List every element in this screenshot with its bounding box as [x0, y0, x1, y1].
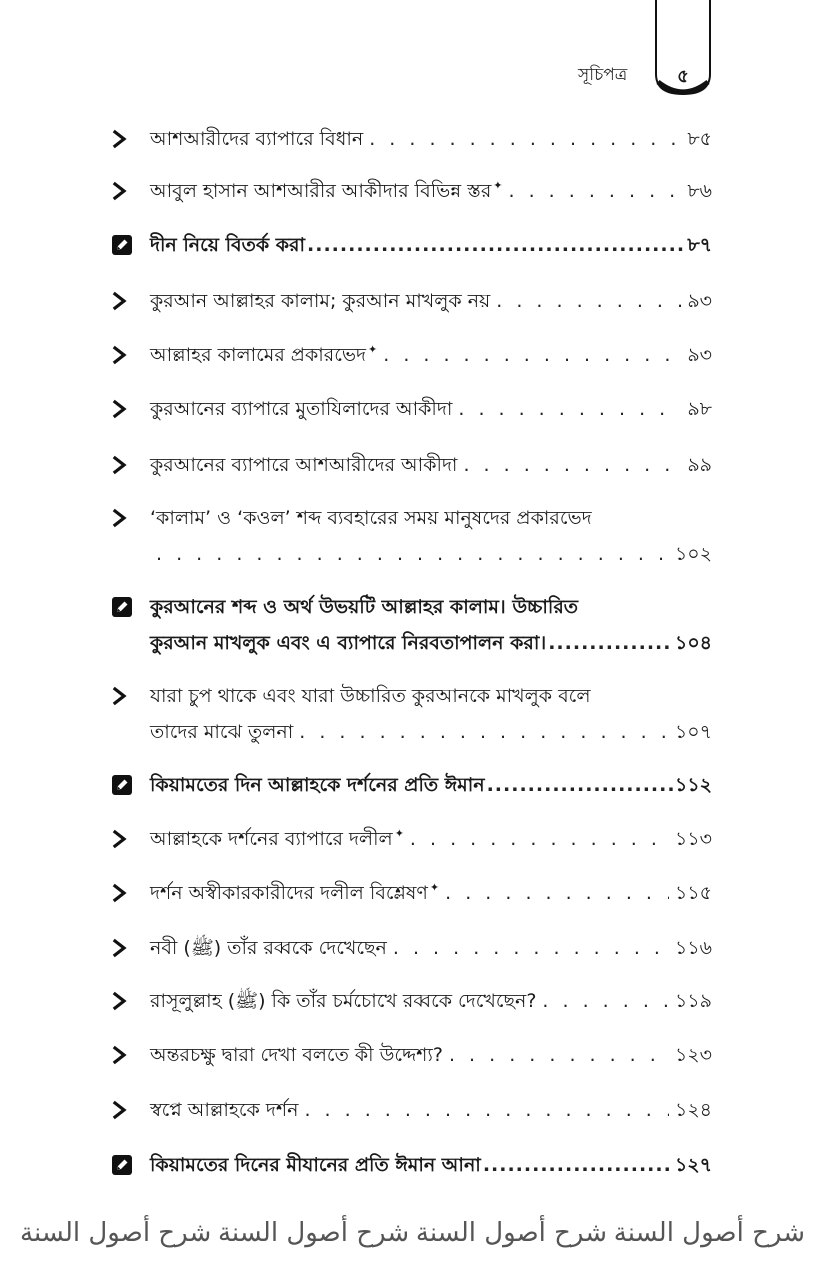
pencil-icon	[112, 775, 132, 795]
footer-ornament	[20, 1212, 805, 1254]
toc-page-number: ৯৩	[687, 344, 712, 366]
pencil-icon	[112, 1155, 132, 1175]
star-icon: ✦	[429, 881, 440, 894]
toc-page-number: ১২৭	[674, 1154, 712, 1176]
page-number: ৫	[677, 66, 689, 87]
toc-page-number: ৮৫	[687, 128, 712, 150]
leader-dots	[304, 1097, 669, 1123]
toc-page-number: ১১২	[674, 774, 712, 796]
toc-entry-title: কুরআন মাখলুক এবং এ ব্যাপারে নিরবতাপালন করা।	[150, 632, 547, 654]
leader-dots	[542, 988, 669, 1014]
chevron-right-icon	[112, 345, 132, 365]
footer-calligraphy: شرح أصول السنة	[217, 1218, 410, 1248]
toc-entry-title: কিয়ামতের দিন আল্লাহকে দর্শনের প্রতি ঈমান	[150, 774, 485, 796]
toc-entry-title: আশআরীদের ব্যাপারে বিধান	[150, 128, 364, 150]
chevron-right-icon	[112, 938, 132, 958]
chevron-right-icon	[112, 129, 132, 149]
toc-entry-title: দর্শন অস্বীকারকারীদের দলীল বিশ্লেষণ	[150, 882, 428, 904]
toc-entry-title: স্বপ্নে আল্লাহকে দর্শন	[150, 1099, 299, 1121]
toc-page-number: ১২৩	[674, 1044, 712, 1066]
toc-entry-title: অন্তরচক্ষু দ্বারা দেখা বলতে কী উদ্দেশ্য?	[150, 1044, 443, 1066]
star-icon: ✦	[368, 343, 378, 356]
toc-page-number: ১১৯	[675, 990, 712, 1012]
toc-entry-title: কুরআনের ব্যাপারে মুতাযিলাদের আকীদা	[150, 398, 453, 420]
leader-dots	[496, 288, 681, 314]
star-icon: ✦	[394, 827, 404, 840]
pencil-icon	[112, 235, 132, 255]
chevron-right-icon	[112, 829, 132, 849]
toc-entry-title-line1: যারা চুপ থাকে এবং যারা উচ্চারিত কুরআনকে মাখলুক বলে	[150, 685, 591, 707]
toc-page-number: ১১৫	[675, 882, 712, 904]
toc-entry-title: আল্লাহকে দর্শনের ব্যাপারে দলীল	[150, 828, 393, 850]
toc-entry-title-line1: ‘কালাম’ ও ‘কওল’ শব্দ ব্যবহারের সময় মানুষদের প্রকারভেদ	[150, 507, 592, 529]
leader-dots	[509, 178, 682, 204]
footer-calligraphy: شرح أصول السنة	[415, 1218, 608, 1248]
toc-page-number: ৮৭	[687, 234, 712, 256]
leader-dots	[445, 880, 669, 906]
leader-dots	[487, 772, 673, 798]
leader-dots	[458, 396, 681, 422]
chevron-right-icon	[112, 991, 132, 1011]
toc-page-number: ১০২	[674, 543, 712, 565]
star-icon: ✦	[493, 179, 503, 192]
footer-calligraphy: شرح أصول السنة	[613, 1218, 805, 1248]
chevron-right-icon	[112, 883, 132, 903]
chevron-right-icon	[112, 508, 132, 528]
toc-page-number: ১০৪	[674, 632, 712, 654]
toc-page-number: ৯৩	[687, 290, 712, 312]
toc-entry-title: আল্লাহর কালামের প্রকারভেদ	[150, 344, 367, 366]
toc-page-number: ৯৯	[687, 454, 712, 476]
leader-dots	[483, 1152, 673, 1178]
leader-dots	[548, 630, 673, 656]
chevron-right-icon	[112, 686, 132, 706]
footer-calligraphy: شرح أصول السنة	[20, 1218, 212, 1248]
chevron-right-icon	[112, 1100, 132, 1120]
chevron-right-icon	[112, 291, 132, 311]
chevron-right-icon	[112, 1045, 132, 1065]
leader-dots	[307, 232, 685, 258]
toc-entry-title-line1: কুরআনের শব্দ ও অর্থ উভয়টি আল্লাহর কালাম। উচ্চারিত	[150, 596, 579, 618]
toc-page-number: ৯৮	[687, 398, 712, 420]
chevron-right-icon	[112, 399, 132, 419]
toc-entry-title: রাসূলুল্লাহ (ﷺ) কি তাঁর চর্মচোখে রব্বকে দেখেছেন?	[150, 990, 537, 1012]
leader-dots	[449, 1042, 669, 1068]
toc-entry-title: কিয়ামতের দিনের মীযানের প্রতি ঈমান আনা	[150, 1154, 481, 1176]
toc-entry-title: নবী (ﷺ) তাঁর রব্বকে দেখেছেন	[150, 937, 387, 959]
toc-entry-title: দীন নিয়ে বিতর্ক করা	[150, 234, 306, 256]
toc-page-number: ১১৩	[674, 828, 712, 850]
toc-entry-title: কুরআন আল্লাহর কালাম; কুরআন মাখলুক নয়	[150, 290, 491, 312]
chevron-right-icon	[112, 455, 132, 475]
chevron-right-icon	[112, 181, 132, 201]
toc-page-number: ১২৪	[674, 1099, 712, 1121]
leader-dots	[383, 342, 681, 368]
leader-dots	[156, 541, 669, 567]
leader-dots	[410, 826, 669, 852]
toc-page-number: ১০৭	[674, 721, 712, 743]
toc-entry-title: কুরআনের ব্যাপারে আশআরীদের আকীদা	[150, 454, 458, 476]
pencil-icon	[112, 597, 132, 617]
leader-dots	[369, 126, 681, 152]
leader-dots	[393, 935, 669, 961]
toc-entry-title: তাদের মাঝে তুলনা	[150, 721, 294, 743]
header-title: সূচিপত্র	[578, 65, 628, 85]
toc-page-number: ১১৬	[674, 937, 712, 959]
leader-dots	[463, 452, 681, 478]
toc-page-number: ৮৬	[687, 180, 712, 202]
toc-entry-title: আবুল হাসান আশআরীর আকীদার বিভিন্ন স্তর	[150, 180, 492, 202]
leader-dots	[299, 719, 669, 745]
